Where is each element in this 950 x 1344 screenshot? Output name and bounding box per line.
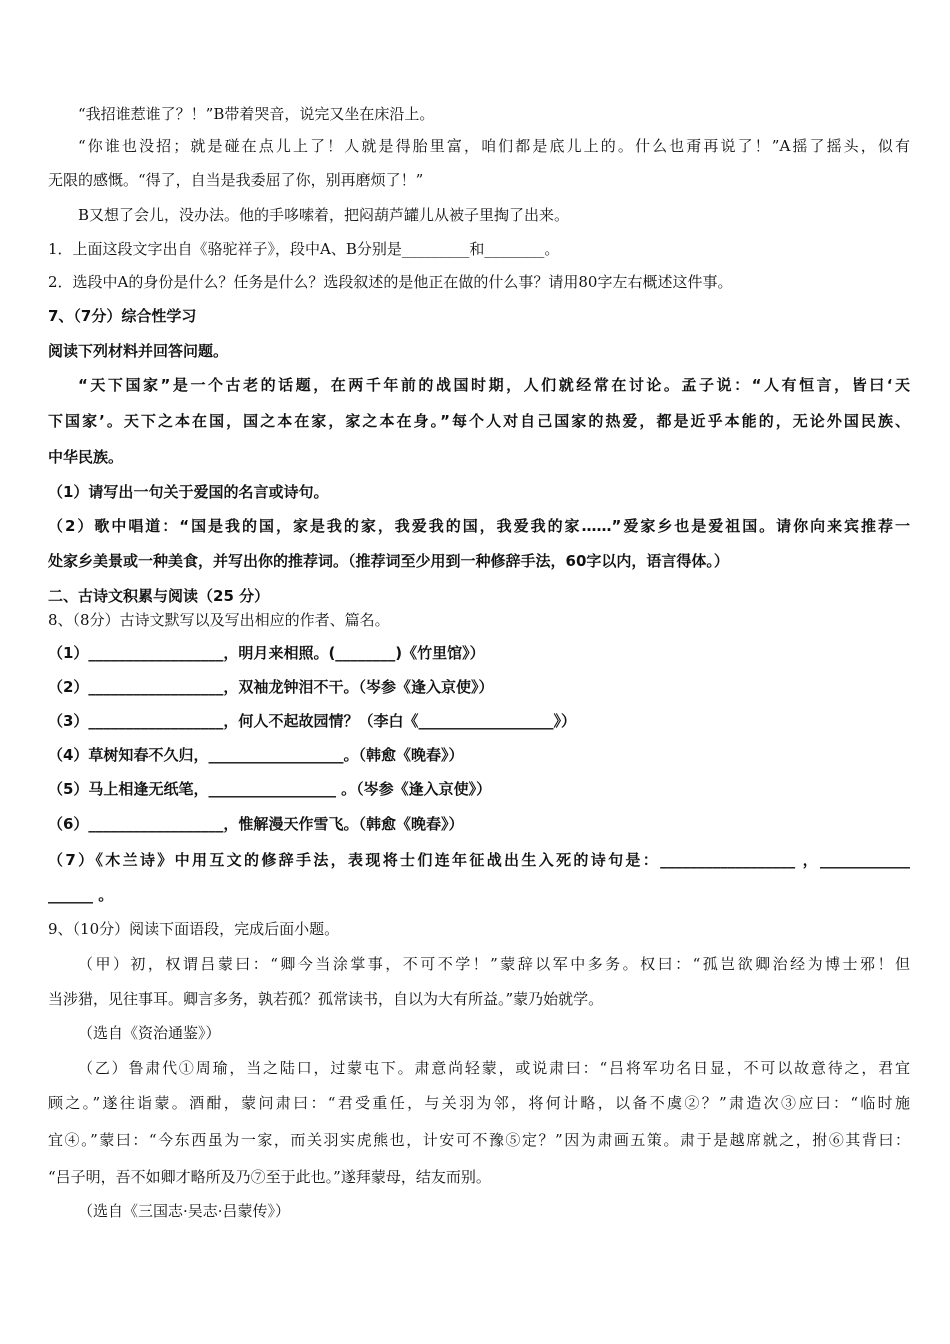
fill-in-1: （1）__________________，明月来相照。(________)《竹里馆》） — [48, 644, 485, 662]
passage-line: “我招谁惹谁了？！”B带着哭音，说完又坐在床沿上。 — [78, 105, 435, 123]
fill-in-3: （3）__________________，何人不起故园情？（李白《__________________》） — [48, 712, 576, 730]
question-8-heading: 8、（8分）古诗文默写以及写出相应的作者、篇名。 — [48, 611, 390, 629]
source-note-a: （选自《资治通鉴》） — [78, 1024, 221, 1042]
classical-text-b: （乙）鲁肃代①周瑜，当之陆口，过蒙屯下。肃意尚轻蒙，或说肃曰：“吕将军功名日显，不可以故意待之，君宜 — [78, 1059, 910, 1077]
fill-in-7: （7）《木兰诗》中用互文的修辞手法，表现将士们连年征战出生入死的诗句是：__________________ ，____________ — [48, 851, 910, 869]
classical-text-b: “吕子明，吾不如卿才略所及乃⑦至于此也。”遂拜蒙母，结友而别。 — [48, 1168, 491, 1186]
reading-instruction: 阅读下列材料并回答问题。 — [48, 342, 229, 360]
passage-line: “你谁也没招；就是碰在点儿上了！人就是得胎里富，咱们都是底儿上的。什么也甭再说了！”A摇了摇头，似有 — [78, 137, 910, 155]
fill-in-4: （4）草树知春不久归，__________________。（韩愈《晚春》） — [48, 746, 464, 764]
material-line: “天下国家”是一个古老的话题，在两千年前的战国时期，人们就经常在讨论。孟子说：“人有恒言，皆曰‘天 — [78, 376, 910, 394]
classical-text-b: 顾之。”遂往诣蒙。酒酣，蒙问肃曰：“君受重任，与关羽为邻，将何计略，以备不虞②？”肃造次③应曰：“临时施 — [48, 1094, 910, 1112]
fill-in-7-cont: ______ 。 — [48, 886, 114, 904]
fill-in-2: （2）__________________，双袖龙钟泪不干。（岑参《逢入京使》） — [48, 678, 494, 696]
classical-text-a: 当涉猎，见往事耳。卿言多务，孰若孤？孤常读书，自以为大有所益。”蒙乃始就学。 — [48, 990, 604, 1008]
fill-in-5: （5）马上相逢无纸笔，_________________ 。（岑参《逢入京使》） — [48, 780, 492, 798]
passage-line: B又想了会儿，没办法。他的手哆嗦着，把闷葫芦罐儿从被子里掏了出来。 — [78, 206, 570, 224]
question-7-heading: 7、（7分）综合性学习 — [48, 307, 197, 325]
question-1: 1．上面这段文字出自《骆驼祥子》，段中A、B分别是_________和________。 — [48, 240, 560, 258]
question-9-heading: 9、（10分）阅读下面语段，完成后面小题。 — [48, 920, 340, 938]
section-2-heading: 二、古诗文积累与阅读（25 分） — [48, 587, 270, 605]
passage-line: 无限的感慨。“得了，自当是我委屈了你，别再磨烦了！” — [48, 171, 424, 189]
classical-text-a: （甲）初，权谓吕蒙曰：“卿今当涂掌事，不可不学！”蒙辞以军中多务。权曰：“孤岂欲卿治经为博士邪！但 — [78, 955, 910, 973]
material-line: 下国家’。天下之本在国，国之本在家，家之本在身。”每个人对自己国家的热爱，都是近乎本能的，无论外国民族、 — [48, 412, 910, 430]
classical-text-b: 宜④。”蒙曰：“今东西虽为一家，而关羽实虎熊也，计安可不豫⑤定？”因为肃画五策。肃于是越席就之，拊⑥其背曰： — [48, 1131, 910, 1149]
question-7-2-cont: 处家乡美景或一种美食，并写出你的推荐词。（推荐词至少用到一种修辞手法，60字以内，语言得体。） — [48, 552, 729, 570]
material-line: 中华民族。 — [48, 448, 124, 466]
question-7-1: （1）请写出一句关于爱国的名言或诗句。 — [48, 483, 329, 501]
source-note-b: （选自《三国志·吴志·吕蒙传》） — [78, 1202, 291, 1220]
question-7-2: （2）歌中唱道：“国是我的国，家是我的家，我爱我的国，我爱我的家……”爱家乡也是爱祖国。请你向来宾推荐一 — [48, 517, 910, 535]
question-2: 2．选段中A的身份是什么？任务是什么？选段叙述的是他正在做的什么事？请用80字左右概述这件事。 — [48, 273, 733, 291]
fill-in-6: （6）__________________，惟解漫天作雪飞。（韩愈《晚春》） — [48, 815, 464, 833]
